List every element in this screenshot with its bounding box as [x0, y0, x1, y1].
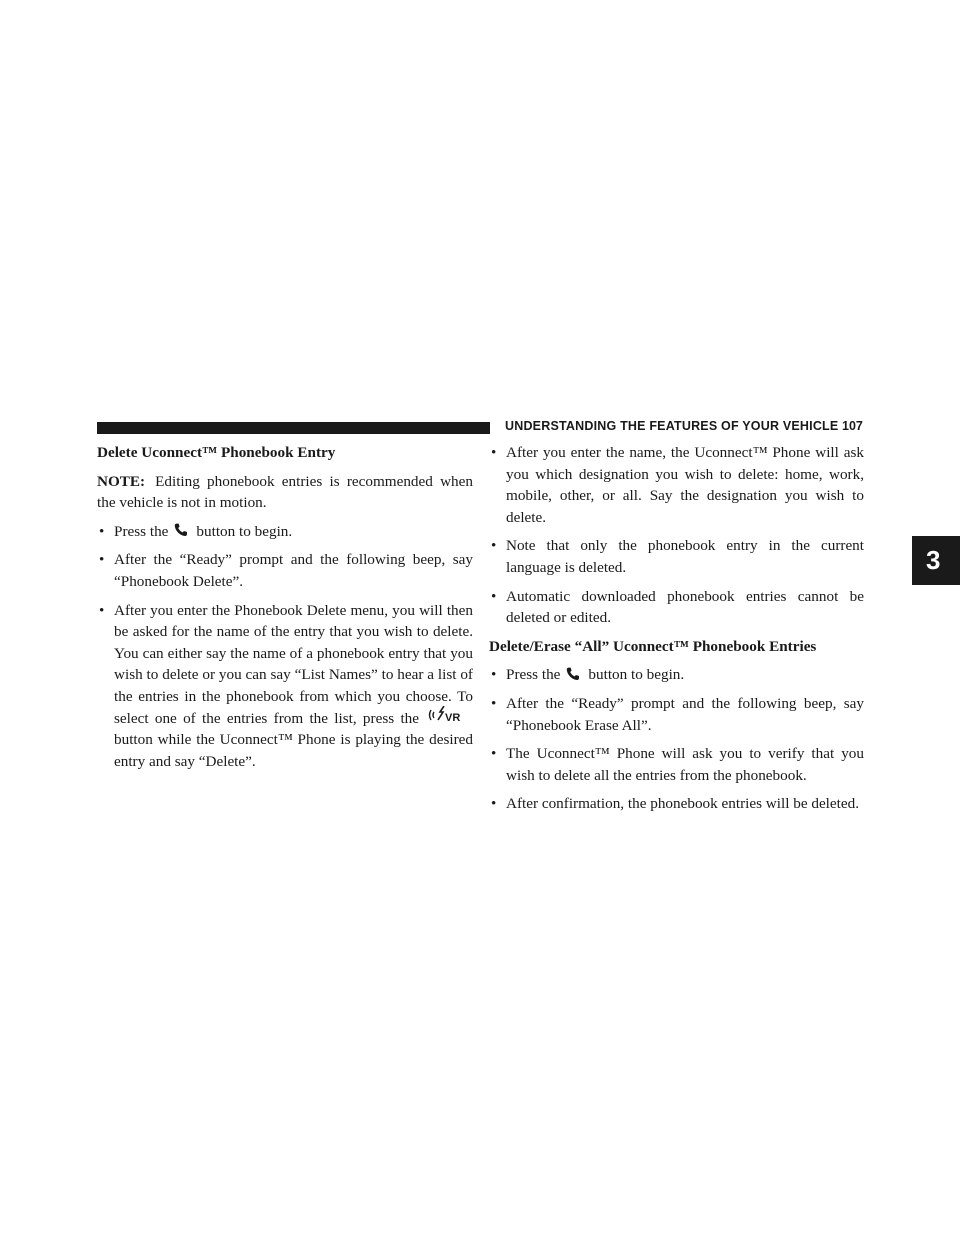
page-number: 107 [842, 419, 863, 433]
list-item-text: After the “Ready” prompt and the following beep, say “Phonebook Delete”. [114, 551, 473, 590]
list-item-text: Press the [506, 666, 561, 684]
section-heading-erase-all: Delete/Erase “All” Uconnect™ Phonebook Entries [489, 637, 817, 655]
list-item: • After you enter the name, the Uconnect™ Phone will ask you which designation you wish to delete: home, work, mobile, other, or all. Say the designation you wish to delete. [491, 444, 864, 526]
list-item-text: After confirmation, the phonebook entries will be deleted. [506, 795, 859, 813]
list-item-text: Press the [114, 522, 169, 540]
list-item-text: After you enter the Phonebook Delete menu, you will then be asked for the name of the entry that you wish to delete. You can either say the name of a phonebook entry that you wish to delete or you can say “List Names” to hear a list of the entries in the phonebook from which you choose. To select one of the entries from the list, press the [114, 601, 473, 727]
section-header-title: UNDERSTANDING THE FEATURES OF YOUR VEHICLE [505, 419, 839, 433]
header-rule [97, 422, 490, 434]
list-item-text: After you enter the name, the Uconnect™ Phone will ask you which designation you wish to delete: home, work, mobile, other, or all. Say the designation you wish to delete. [506, 444, 864, 526]
list-item: • After the “Ready” prompt and the following beep, say “Phonebook Delete”. [99, 551, 473, 590]
note-label: NOTE: [97, 472, 146, 490]
list-item-text: button to begin. [588, 666, 685, 684]
list-item: • Press the button to begin. [99, 522, 293, 540]
list-item-text: The Uconnect™ Phone will ask you to verify that you wish to delete all the entries from the phonebook. [506, 745, 864, 784]
list-item-text: button while the Uconnect™ Phone is playing the desired entry and say “Delete”. [114, 731, 473, 770]
list-item: • Note that only the phonebook entry in the current language is deleted. [491, 537, 864, 576]
list-item-text: button to begin. [196, 522, 293, 540]
note-text: Editing phonebook entries is recommended when the vehicle is not in motion. [97, 472, 473, 512]
list-item: • After the “Ready” prompt and the following beep, say “Phonebook Erase All”. [491, 694, 864, 734]
left-column [97, 442, 473, 779]
right-column [489, 442, 864, 822]
note-paragraph [97, 471, 473, 514]
phone-icon [174, 522, 188, 536]
voice-recognition-icon [427, 706, 467, 724]
list-item: • The Uconnect™ Phone will ask you to verify that you wish to delete all the entries from the phonebook. [491, 745, 864, 784]
chapter-tab: 3 [912, 536, 960, 585]
voice-icon-label: VR [445, 712, 461, 725]
list-item: • Automatic downloaded phonebook entries cannot be deleted or edited. [491, 587, 864, 627]
section-heading-delete-entry: Delete Uconnect™ Phonebook Entry [97, 444, 336, 461]
list-item: • Press the button to begin. [491, 666, 685, 684]
phone-icon [566, 666, 580, 680]
list-item: • After confirmation, the phonebook entries will be deleted. [491, 795, 859, 813]
list-item-text: After the “Ready” prompt and the following beep, say “Phonebook Erase All”. [506, 694, 864, 734]
list-item-text: Automatic downloaded phonebook entries cannot be deleted or edited. [506, 587, 864, 627]
list-item-text: Note that only the phonebook entry in the current language is deleted. [506, 537, 864, 576]
list-item: • After you enter the Phonebook Delete menu, you will then be asked for the name of the entry that you wish to delete. You can either say the name of a phonebook entry that you wish to delete or you can say “List Names” to hear a list of the entries in the phonebook from which you choose. To select one of the entries from the list, press the VR button while the Uconnect™ Phone is playing the desired entry and say “Delete”. [99, 601, 473, 770]
